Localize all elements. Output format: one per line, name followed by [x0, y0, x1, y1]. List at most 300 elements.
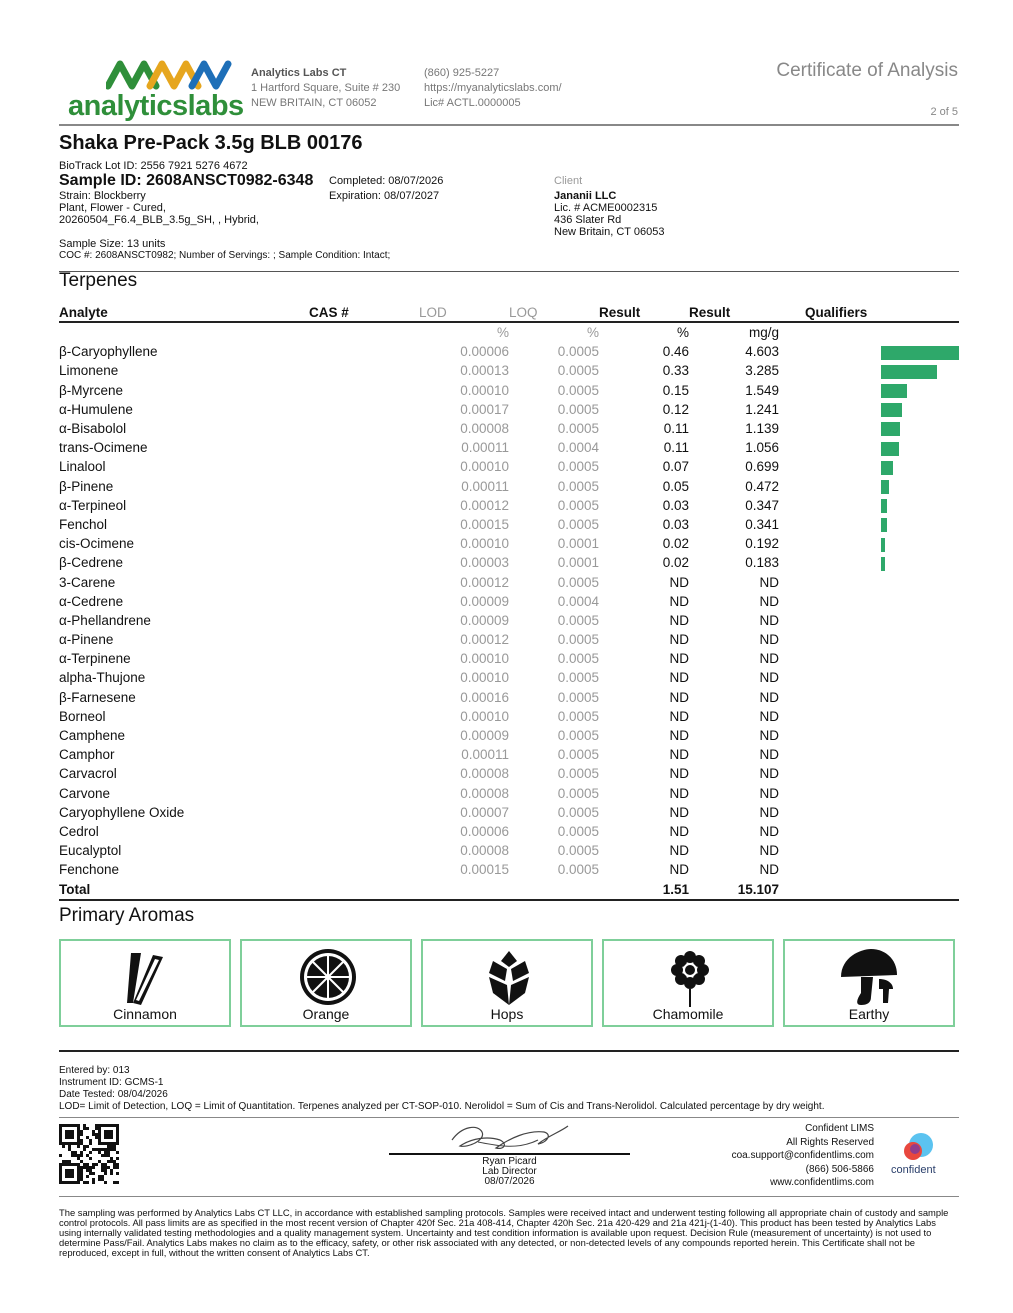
signer-block: [389, 1157, 630, 1187]
analyte-name: trans-Ocimene: [59, 440, 148, 456]
result-pct: ND: [669, 651, 689, 667]
table-row: [59, 688, 959, 707]
table-row: [59, 668, 959, 687]
result-pct: 0.12: [662, 401, 689, 417]
aroma-label: Cinnamon: [113, 1006, 177, 1022]
total-pct: 1.51: [599, 879, 689, 899]
lod-value: 0.00017: [460, 401, 509, 417]
result-pct: ND: [669, 785, 689, 801]
lod-value: 0.00010: [460, 651, 509, 667]
aroma-label: Earthy: [848, 1006, 890, 1022]
cas-number: [309, 419, 419, 438]
analyte-name: α-Phellandrene: [59, 612, 151, 628]
table-row: [59, 361, 959, 380]
result-pct: 0.07: [662, 459, 689, 475]
result-mg: ND: [759, 823, 779, 839]
concentration-bar: [881, 365, 937, 379]
cas-number: [309, 572, 419, 591]
table-row: [59, 496, 959, 515]
terpenes-title: Terpenes: [59, 270, 138, 291]
result-pct: ND: [669, 728, 689, 744]
qualifier-cell: [779, 822, 959, 841]
result-mg: 0.347: [745, 497, 779, 513]
lod-value: 0.00009: [460, 612, 509, 628]
loq-value: 0.0005: [557, 632, 599, 648]
loq-value: 0.0005: [557, 574, 599, 590]
cas-number: [309, 803, 419, 822]
confident-logo: [889, 1132, 945, 1180]
lod-value: 0.00012: [460, 632, 509, 648]
lims-phone: (866) 506-5866: [805, 1163, 874, 1175]
result-mg: 0.183: [745, 555, 779, 571]
qualifier-cell: [779, 803, 959, 822]
total-label: Total: [59, 879, 309, 899]
result-pct: 0.02: [662, 555, 689, 571]
result-pct: ND: [669, 766, 689, 782]
analyte-name: α-Cedrene: [59, 593, 124, 609]
analyte-name: β-Pinene: [59, 478, 114, 494]
entered-by: Entered by: 013: [59, 1065, 130, 1076]
completed-date: Completed: 08/07/2026: [329, 175, 444, 187]
loq-value: 0.0005: [557, 401, 599, 417]
result-mg: ND: [759, 785, 779, 801]
sample-details: [59, 190, 259, 226]
expiration-date: Expiration: 08/07/2027: [329, 190, 440, 202]
analyte-name: α-Pinene: [59, 632, 114, 648]
lod-value: 0.00006: [460, 823, 509, 839]
loq-value: 0.0005: [557, 689, 599, 705]
qualifier-cell: [779, 553, 959, 572]
company-address-2: NEW BRITAIN, CT 06052: [251, 97, 377, 109]
lod-value: 0.00008: [460, 421, 509, 437]
cas-number: [309, 611, 419, 630]
result-mg: 1.056: [745, 440, 779, 456]
result-mg: 3.285: [745, 363, 779, 379]
loq-value: 0.0005: [557, 421, 599, 437]
analyte-name: Linalool: [59, 459, 106, 475]
result-mg: ND: [759, 804, 779, 820]
product-type: Plant, Flower - Cured,: [59, 202, 166, 214]
unit-lod: %: [496, 325, 509, 341]
cas-number: [309, 822, 419, 841]
aroma-card-earthy: [783, 939, 955, 1027]
result-pct: ND: [669, 593, 689, 609]
lod-value: 0.00010: [460, 459, 509, 475]
sample-id: Sample ID: 2608ANSCT0982-6348: [59, 172, 314, 189]
col-analyte: Analyte: [59, 304, 309, 322]
cas-number: [309, 764, 419, 783]
table-row: [59, 630, 959, 649]
confident-logo-icon: [899, 1132, 939, 1162]
col-cas: CAS #: [309, 304, 419, 322]
aromas-title: Primary Aromas: [59, 905, 195, 926]
lod-value: 0.00010: [460, 670, 509, 686]
company-website[interactable]: https://myanalyticslabs.com/: [424, 82, 562, 94]
table-row: [59, 572, 959, 591]
result-pct: ND: [669, 708, 689, 724]
orange-icon: [298, 947, 358, 1009]
concentration-bar: [881, 557, 885, 571]
qualifier-cell: [779, 688, 959, 707]
lod-value: 0.00009: [460, 728, 509, 744]
client-label: Client: [554, 175, 583, 187]
analyte-name: α-Humulene: [59, 401, 133, 417]
lod-value: 0.00012: [460, 574, 509, 590]
col-qualifiers: Qualifiers: [779, 304, 959, 322]
analyte-name: α-Terpinene: [59, 651, 131, 667]
lod-value: 0.00009: [460, 593, 509, 609]
loq-value: 0.0005: [557, 785, 599, 801]
col-lod: LOD: [419, 304, 509, 322]
loq-value: 0.0004: [557, 440, 599, 456]
table-row: [59, 477, 959, 496]
aroma-card-chamomile: [602, 939, 774, 1027]
result-mg: ND: [759, 612, 779, 628]
qualifier-cell: [779, 630, 959, 649]
result-mg: ND: [759, 747, 779, 763]
unit-result-pct: %: [676, 325, 689, 341]
loq-value: 0.0005: [557, 670, 599, 686]
qualifier-cell: [779, 649, 959, 668]
table-row: [59, 803, 959, 822]
signature-icon: [448, 1120, 572, 1154]
result-mg: ND: [759, 593, 779, 609]
table-row: [59, 438, 959, 457]
terpenes-table: [59, 304, 959, 901]
analyte-name: Carvacrol: [59, 766, 117, 782]
cas-number: [309, 496, 419, 515]
analyte-name: Camphene: [59, 728, 126, 744]
lims-info: [732, 1122, 874, 1190]
lod-value: 0.00012: [460, 497, 509, 513]
result-mg: 0.472: [745, 478, 779, 494]
qualifier-cell: [779, 860, 959, 879]
analyte-name: α-Bisabolol: [59, 421, 127, 437]
cinnamon-icon: [117, 947, 177, 1009]
table-row: [59, 381, 959, 400]
loq-value: 0.0005: [557, 363, 599, 379]
cas-number: [309, 726, 419, 745]
lod-value: 0.00010: [460, 382, 509, 398]
logo-text: analyticslabs: [68, 90, 244, 122]
table-row: [59, 860, 959, 879]
concentration-bar: [881, 538, 885, 552]
product-name: Shaka Pre-Pack 3.5g BLB 00176: [59, 132, 363, 154]
cas-number: [309, 457, 419, 476]
qualifier-cell: [779, 419, 959, 438]
aroma-label: Hops: [490, 1006, 524, 1022]
qualifier-cell: [779, 400, 959, 419]
batch: 20260504_F6.4_BLB_3.5g_SH, , Hybrid,: [59, 214, 259, 226]
cas-number: [309, 592, 419, 611]
strain: Strain: Blockberry: [59, 190, 146, 202]
table-row: [59, 841, 959, 860]
table-row: [59, 553, 959, 572]
company-name: Analytics Labs CT: [251, 67, 347, 79]
analyte-name: β-Myrcene: [59, 382, 124, 398]
lod-value: 0.00015: [460, 862, 509, 878]
qualifier-cell: [779, 496, 959, 515]
analyte-name: Caryophyllene Oxide: [59, 804, 185, 820]
table-row: [59, 822, 959, 841]
loq-value: 0.0005: [557, 708, 599, 724]
col-loq: LOQ: [509, 304, 599, 322]
table-row: [59, 515, 959, 534]
total-row: [59, 879, 959, 899]
qualifier-cell: [779, 592, 959, 611]
analyte-name: α-Terpineol: [59, 497, 127, 513]
cas-number: [309, 688, 419, 707]
result-pct: ND: [669, 823, 689, 839]
table-units-row: [59, 322, 959, 342]
table-row: [59, 611, 959, 630]
analyte-name: Cedrol: [59, 823, 99, 839]
result-pct: ND: [669, 632, 689, 648]
signer-title: Lab Director: [482, 1166, 537, 1177]
lod-value: 0.00011: [461, 747, 509, 763]
result-mg: ND: [759, 843, 779, 859]
concentration-bar: [881, 461, 893, 475]
qualifier-cell: [779, 515, 959, 534]
cas-number: [309, 438, 419, 457]
loq-value: 0.0005: [557, 728, 599, 744]
cas-number: [309, 553, 419, 572]
loq-value: 0.0005: [557, 651, 599, 667]
result-mg: 1.241: [745, 401, 779, 417]
analyte-name: β-Cedrene: [59, 555, 124, 571]
lims-rights: All Rights Reserved: [786, 1136, 874, 1148]
result-pct: 0.03: [662, 497, 689, 513]
cas-number: [309, 400, 419, 419]
table-row: [59, 764, 959, 783]
result-pct: 0.05: [662, 478, 689, 494]
result-pct: 0.11: [663, 421, 689, 437]
result-mg: ND: [759, 632, 779, 648]
result-pct: ND: [669, 670, 689, 686]
result-pct: ND: [669, 843, 689, 859]
analyte-name: β-Farnesene: [59, 689, 136, 705]
lod-value: 0.00011: [461, 478, 509, 494]
qualifier-cell: [779, 668, 959, 687]
table-row: [59, 400, 959, 419]
loq-value: 0.0005: [557, 862, 599, 878]
qualifier-cell: [779, 342, 959, 361]
analyte-name: Camphor: [59, 747, 115, 763]
aroma-label: Orange: [302, 1006, 350, 1022]
result-mg: ND: [759, 766, 779, 782]
method-note: LOD= Limit of Detection, LOQ = Limit of Quantitation. Terpenes analyzed per CT-SOP-010. Nerolidol = Sum of Cis and Trans-Nerolidol. Calculated percentage by dry weight.: [59, 1101, 825, 1112]
logo-mountains-icon: [106, 58, 271, 90]
test-meta: [59, 1065, 824, 1113]
lod-value: 0.00008: [460, 785, 509, 801]
analyte-name: alpha-Thujone: [59, 670, 146, 686]
chamomile-icon: [660, 947, 720, 1009]
result-pct: ND: [669, 862, 689, 878]
unit-result-mg: mg/g: [748, 325, 779, 341]
coc-info: COC #: 2608ANSCT0982; Number of Servings: ; Sample Condition: Intact;: [59, 250, 391, 261]
analyte-name: cis-Ocimene: [59, 536, 135, 552]
mushroom-icon: [839, 947, 899, 1009]
result-mg: 1.549: [745, 382, 779, 398]
cas-number: [309, 649, 419, 668]
company-logo: [66, 58, 244, 126]
table-row: [59, 592, 959, 611]
cas-number: [309, 630, 419, 649]
lims-email[interactable]: coa.support@confidentlims.com: [731, 1150, 874, 1161]
cas-number: [309, 745, 419, 764]
loq-value: 0.0005: [557, 382, 599, 398]
result-pct: ND: [669, 689, 689, 705]
lod-value: 0.00016: [460, 689, 509, 705]
concentration-bar: [881, 442, 899, 456]
client-info: [554, 175, 664, 238]
qr-code[interactable]: [59, 1124, 119, 1184]
qr-code-icon: [59, 1124, 119, 1184]
company-address-1: 1 Hartford Square, Suite # 230: [251, 82, 401, 94]
result-mg: ND: [759, 670, 779, 686]
concentration-bar: [881, 499, 887, 513]
cas-number: [309, 361, 419, 380]
table-row: [59, 726, 959, 745]
confident-logo-text: confident: [891, 1164, 936, 1176]
table-row: [59, 745, 959, 764]
date-tested: Date Tested: 08/04/2026: [59, 1089, 168, 1100]
qualifier-cell: [779, 784, 959, 803]
unit-loq: %: [586, 325, 599, 341]
sample-dates: [329, 175, 443, 202]
result-pct: 0.03: [662, 516, 689, 532]
loq-value: 0.0005: [557, 612, 599, 628]
result-mg: ND: [759, 689, 779, 705]
cas-number: [309, 515, 419, 534]
aroma-card-hops: [421, 939, 593, 1027]
result-mg: ND: [759, 728, 779, 744]
col-result-pct: Result: [599, 304, 689, 322]
table-row: [59, 342, 959, 361]
disclaimer: The sampling was performed by Analytics Labs CT LLC, in accordance with established sampling protocols. Samples were received intact and underwent testing following all appropriate chain of custody and sample control protocols. All pass limits are as specified in the most recent version of Chapter 420f Sec. 21a 408-414, Chapter 420h Sec. 21a 420-429 and 21a 421j-(1-40). This product has been tested by Analytics Labs using internally validated testing methodologies and a quality management system. Uncertainty and test condition information is available upon request. Decision Rule (measurement of uncertainty) is not used to determine Pass/Fail. Analytics Labs makes no claim as to the efficacy, safety, or other risk associated with any detected, or non-detected levels of any compounds reported herein. This Certificate shall not be reproduced, except in full, without the written consent of Analytics Labs CT.: [59, 1207, 949, 1258]
lod-value: 0.00008: [460, 766, 509, 782]
qualifier-cell: [779, 438, 959, 457]
concentration-bar: [881, 384, 907, 398]
cas-number: [309, 668, 419, 687]
hops-icon: [479, 947, 539, 1009]
result-pct: 0.46: [662, 344, 689, 360]
loq-value: 0.0001: [557, 555, 599, 571]
cas-number: [309, 381, 419, 400]
lims-name: Confident LIMS: [805, 1123, 874, 1134]
concentration-bar: [881, 422, 900, 436]
result-mg: ND: [759, 862, 779, 878]
concentration-bar: [881, 346, 959, 360]
qualifier-cell: [779, 361, 959, 380]
client-address-1: 436 Slater Rd: [554, 214, 622, 226]
lod-value: 0.00008: [460, 843, 509, 859]
lod-value: 0.00003: [460, 555, 509, 571]
qualifier-cell: [779, 745, 959, 764]
signer-name: Ryan Picard: [482, 1156, 537, 1167]
analyte-name: Fenchol: [59, 516, 108, 532]
lod-value: 0.00011: [461, 440, 509, 456]
analyte-name: Eucalyptol: [59, 843, 122, 859]
result-pct: 0.02: [662, 536, 689, 552]
loq-value: 0.0005: [557, 804, 599, 820]
result-pct: 0.33: [662, 363, 689, 379]
lod-value: 0.00010: [460, 708, 509, 724]
cas-number: [309, 784, 419, 803]
result-pct: ND: [669, 612, 689, 628]
aroma-card-cinnamon: [59, 939, 231, 1027]
document-title: Certificate of Analysis: [776, 60, 958, 81]
cas-number: [309, 707, 419, 726]
analyte-name: Fenchone: [59, 862, 120, 878]
sample-size: Sample Size: 13 units: [59, 238, 166, 250]
cas-number: [309, 342, 419, 361]
result-mg: ND: [759, 651, 779, 667]
table-row: [59, 784, 959, 803]
analyte-name: 3-Carene: [59, 574, 116, 590]
cas-number: [309, 534, 419, 553]
result-mg: 0.192: [745, 536, 779, 552]
result-pct: 0.11: [663, 440, 689, 456]
table-row: [59, 649, 959, 668]
loq-value: 0.0005: [557, 766, 599, 782]
total-mg: 15.107: [689, 879, 779, 899]
loq-value: 0.0005: [557, 843, 599, 859]
result-mg: 1.139: [745, 421, 779, 437]
aroma-label: Chamomile: [652, 1006, 724, 1022]
instrument-id: Instrument ID: GCMS-1: [59, 1077, 164, 1088]
company-phone: (860) 925-5227: [424, 67, 500, 79]
cas-number: [309, 860, 419, 879]
result-pct: ND: [669, 804, 689, 820]
table-row: [59, 534, 959, 553]
company-info: [251, 66, 400, 111]
loq-value: 0.0005: [557, 344, 599, 360]
lod-value: 0.00010: [460, 536, 509, 552]
aroma-card-orange: [240, 939, 412, 1027]
company-contact: [424, 66, 562, 111]
qualifier-cell: [779, 457, 959, 476]
loq-value: 0.0005: [557, 747, 599, 763]
loq-value: 0.0001: [557, 536, 599, 552]
qualifier-cell: [779, 707, 959, 726]
result-mg: ND: [759, 708, 779, 724]
cas-number: [309, 841, 419, 860]
qualifier-cell: [779, 572, 959, 591]
table-row: [59, 707, 959, 726]
result-pct: 0.15: [662, 382, 689, 398]
qualifier-cell: [779, 764, 959, 783]
result-pct: ND: [669, 574, 689, 590]
loq-value: 0.0004: [557, 593, 599, 609]
lims-website[interactable]: www.confidentlims.com: [770, 1177, 874, 1188]
loq-value: 0.0005: [557, 459, 599, 475]
result-mg: 4.603: [745, 344, 779, 360]
table-row: [59, 457, 959, 476]
client-address-2: New Britain, CT 06053: [554, 226, 665, 238]
qualifier-cell: [779, 381, 959, 400]
result-mg: 0.699: [745, 459, 779, 475]
lod-value: 0.00006: [460, 344, 509, 360]
table-header-row: [59, 304, 959, 322]
qualifier-cell: [779, 611, 959, 630]
qualifier-cell: [779, 841, 959, 860]
loq-value: 0.0005: [557, 823, 599, 839]
result-pct: ND: [669, 747, 689, 763]
lod-value: 0.00013: [460, 363, 509, 379]
sign-date: 08/07/2026: [484, 1176, 535, 1187]
qualifier-cell: [779, 726, 959, 745]
